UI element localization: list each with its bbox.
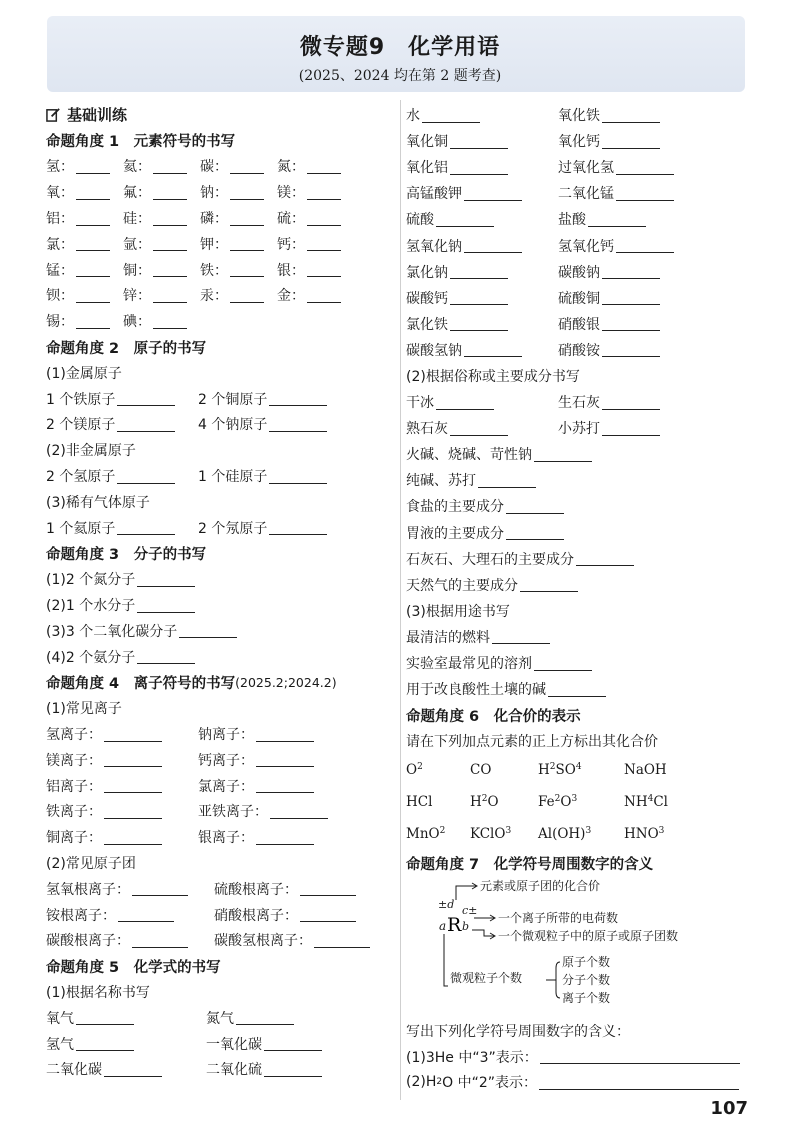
angle3-heading: 命题角度 3 分子的书写 (46, 546, 207, 563)
radical-cell: 硫酸根离子： (214, 879, 356, 899)
answer-blank[interactable] (450, 264, 508, 279)
page-title: 微专题9 化学用语 (299, 35, 501, 60)
ion-cell: 铜离子： (46, 827, 198, 847)
element-cell: 钡： (46, 285, 123, 305)
answer-blank[interactable] (307, 211, 341, 226)
element-row (46, 257, 396, 283)
answer-blank[interactable] (548, 682, 606, 697)
formula-row (406, 128, 751, 154)
valence-formula: KClO 3 (470, 826, 512, 843)
answer-blank[interactable] (450, 316, 508, 331)
angle7-prompt: 写出下列化学符号周围数字的含义： (406, 1023, 630, 1040)
ion-row (46, 747, 396, 773)
valence-formula: HNO 3 (624, 826, 665, 843)
section-label: 基础训练 (67, 106, 128, 125)
formula-cell: 氢气 (46, 1034, 206, 1054)
element-cell: 钙： (277, 234, 341, 254)
formula-row (46, 1031, 396, 1057)
formula-row (406, 259, 751, 285)
formula-cell: 氧化钙 (558, 131, 660, 151)
element-row (46, 154, 396, 180)
answer-blank[interactable] (520, 577, 578, 592)
formula-cell: 过氧化氢 (558, 157, 674, 177)
formula-row (406, 206, 751, 232)
answer-blank[interactable] (230, 236, 264, 251)
angle3-item: (1)2 个氮分子 (46, 566, 396, 592)
answer-blank[interactable] (76, 159, 110, 174)
angle5-pair-row: 熟石灰 小苏打 (406, 415, 751, 441)
answer-blank[interactable] (132, 881, 188, 896)
answer-blank[interactable] (104, 830, 162, 845)
answer-blank[interactable] (264, 1062, 322, 1077)
answer-blank[interactable] (436, 395, 494, 410)
number-meaning-diagram (436, 878, 736, 1018)
answer-blank[interactable] (104, 804, 162, 819)
valence-formula: Al(OH) 3 (538, 826, 592, 843)
page-number: 107 (710, 1098, 748, 1119)
valence-row (406, 818, 751, 850)
answer-blank[interactable] (602, 421, 660, 436)
element-cell: 磷： (200, 208, 277, 228)
formula-cell: 盐酸 (558, 209, 646, 229)
common-name-row: 胃液的主要成分 (406, 520, 751, 546)
usage-row: 实验室最常见的溶剂 (406, 650, 751, 676)
element-cell: 氮： (277, 156, 341, 176)
answer-blank[interactable] (153, 185, 187, 200)
valence-formula: CO (470, 762, 492, 779)
subscript-label: 一个微观粒子中的原子或原子团数 (498, 929, 679, 943)
answer-blank[interactable] (153, 159, 187, 174)
element-row (46, 231, 396, 257)
answer-blank[interactable] (602, 134, 660, 149)
element-cell: 锰： (46, 260, 123, 280)
ion-cell: 钠离子： (198, 724, 314, 744)
answer-blank[interactable] (264, 1036, 322, 1051)
answer-blank[interactable] (153, 262, 187, 277)
formula-cell: 硫酸 (406, 209, 558, 229)
answer-blank[interactable] (76, 1010, 134, 1025)
formula-cell: 氢氧化钙 (558, 236, 674, 256)
ion-cell: 镁离子： (46, 750, 198, 770)
answer-blank[interactable] (602, 108, 660, 123)
answer-blank[interactable] (314, 933, 370, 948)
answer-blank[interactable] (300, 881, 356, 896)
element-cell: 金： (277, 285, 341, 305)
sup-c-label: c± (462, 904, 478, 917)
section-heading (46, 102, 396, 128)
answer-blank[interactable] (576, 551, 634, 566)
radical-row (46, 928, 396, 954)
answer-blank[interactable] (269, 520, 327, 535)
answer-blank[interactable] (450, 421, 508, 436)
formula-row (406, 285, 751, 311)
common-name-row: 石灰石、大理石的主要成分 (406, 546, 751, 572)
valence-formula: H 2 SO 4 (538, 762, 582, 779)
answer-blank[interactable] (588, 212, 646, 227)
radical-cell: 铵根离子： (46, 905, 214, 925)
answer-blank[interactable] (104, 778, 162, 793)
angle2-row: 2 个镁原子 4 个钠原子 (46, 412, 396, 438)
answer-blank[interactable] (464, 238, 522, 253)
angle2-row: 2 个氢原子 1 个硅原子 (46, 463, 396, 489)
radical-cell: 硝酸根离子： (214, 905, 356, 925)
answer-blank[interactable] (464, 186, 522, 201)
element-row (46, 205, 396, 231)
answer-blank[interactable] (104, 727, 162, 742)
answer-blank[interactable] (602, 290, 660, 305)
formula-cell: 二氧化锰 (558, 183, 674, 203)
answer-blank[interactable] (76, 236, 110, 251)
answer-blank[interactable] (269, 391, 327, 406)
answer-blank[interactable] (230, 288, 264, 303)
answer-blank[interactable] (117, 469, 175, 484)
count-item: 分子个数 (562, 973, 611, 987)
usage-row: 最清洁的燃料 (406, 624, 751, 650)
angle5-group2: (2)根据俗称或主要成分书写 (406, 368, 580, 385)
count-label: 微观粒子个数 (450, 971, 523, 985)
element-cell: 铁： (200, 260, 277, 280)
angle5-group1: (1)根据名称书写 (46, 984, 150, 1001)
formula-row (406, 337, 751, 363)
formula-row (46, 1056, 396, 1082)
formula-cell: 一氧化碳 (206, 1034, 322, 1054)
valence-row (406, 786, 751, 818)
radical-cell: 碳酸根离子： (46, 930, 214, 950)
element-cell: 钾： (200, 234, 277, 254)
answer-blank[interactable] (153, 236, 187, 251)
answer-blank[interactable] (616, 160, 674, 175)
formula-row (406, 180, 751, 206)
answer-blank[interactable] (269, 469, 327, 484)
count-item: 原子个数 (562, 955, 611, 969)
angle5-pair-row: 干冰 生石灰 (406, 389, 751, 415)
angle2-group2: (2)非金属原子 (46, 443, 136, 460)
angle3-item: (2)1 个水分子 (46, 592, 396, 618)
answer-blank[interactable] (506, 525, 564, 540)
charge-label: 一个离子所带的电荷数 (498, 911, 619, 925)
angle7-questions (406, 1018, 751, 1095)
answer-blank[interactable] (534, 447, 592, 462)
angle3-item: (3)3 个二氧化碳分子 (46, 618, 396, 644)
formula-row (406, 232, 751, 258)
formula-cell: 氧气 (46, 1008, 206, 1028)
element-cell: 锌： (123, 285, 200, 305)
ion-cell: 亚铁离子： (198, 801, 328, 821)
common-name-row: 天然气的主要成分 (406, 572, 751, 598)
angle2-group1: (1)金属原子 (46, 365, 122, 382)
answer-blank[interactable] (137, 649, 195, 664)
element-cell: 银： (277, 260, 341, 280)
answer-blank[interactable] (616, 238, 674, 253)
ion-row (46, 799, 396, 825)
formula-cell: 硝酸铵 (558, 340, 660, 360)
sub-b-label: b (462, 920, 470, 933)
answer-blank[interactable] (450, 134, 508, 149)
answer-blank[interactable] (450, 290, 508, 305)
answer-blank[interactable] (118, 907, 174, 922)
formula-cell: 氧化铝 (406, 157, 558, 177)
valence-formula: Fe 2 O 3 (538, 794, 578, 811)
answer-blank[interactable] (153, 314, 187, 329)
answer-blank[interactable] (179, 623, 237, 638)
answer-blank[interactable] (478, 473, 536, 488)
angle2-row: 1 个铁原子 2 个铜原子 (46, 386, 396, 412)
angle2-group3: (3)稀有气体原子 (46, 494, 150, 511)
ion-cell: 氢离子： (46, 724, 198, 744)
angle7-heading: 命题角度 7 化学符号周围数字的含义 (406, 856, 654, 873)
element-cell: 碳： (200, 156, 277, 176)
answer-blank[interactable] (230, 185, 264, 200)
answer-blank[interactable] (534, 656, 592, 671)
formula-cell: 氧化铁 (558, 105, 660, 125)
answer-blank[interactable] (540, 1049, 740, 1064)
answer-blank[interactable] (602, 264, 660, 279)
answer-blank[interactable] (256, 727, 314, 742)
answer-blank[interactable] (76, 185, 110, 200)
answer-blank[interactable] (539, 1075, 739, 1090)
angle7-q2: (2)H 2 O 中“2”表示： (406, 1070, 751, 1096)
answer-blank[interactable] (450, 160, 508, 175)
formula-cell: 碳酸氢钠 (406, 340, 558, 360)
answer-blank[interactable] (236, 1010, 294, 1025)
answer-blank[interactable] (137, 572, 195, 587)
pre-a-label: a (439, 919, 447, 933)
element-cell: 铜： (123, 260, 200, 280)
element-cell: 硅： (123, 208, 200, 228)
angle2-heading: 命题角度 2 原子的书写 (46, 340, 207, 357)
common-name-row: 食盐的主要成分 (406, 493, 751, 519)
answer-blank[interactable] (307, 185, 341, 200)
formula-cell: 氧化铜 (406, 131, 558, 151)
ion-row (46, 773, 396, 799)
answer-blank[interactable] (256, 752, 314, 767)
answer-blank[interactable] (104, 752, 162, 767)
count-item: 离子个数 (562, 991, 611, 1005)
symbol-r: R (447, 914, 462, 936)
valence-formula: HCl (406, 794, 433, 811)
formula-cell: 二氧化硫 (206, 1059, 322, 1079)
angle5-heading: 命题角度 5 化学式的书写 (46, 959, 221, 976)
angle1-heading: 命题角度 1 元素符号的书写 (46, 134, 236, 151)
answer-blank[interactable] (506, 499, 564, 514)
angle7-q1: (1)3He 中“3”表示： (406, 1044, 751, 1070)
answer-blank[interactable] (602, 316, 660, 331)
ion-cell: 钙离子： (198, 750, 314, 770)
answer-blank[interactable] (137, 598, 195, 613)
formula-cell: 水 (406, 105, 558, 125)
angle4-group2: (2)常见原子团 (46, 856, 136, 872)
angle4-group1: (1)常见离子 (46, 701, 122, 718)
element-cell: 氩： (123, 234, 200, 254)
left-column (46, 102, 396, 1082)
answer-blank[interactable] (230, 262, 264, 277)
common-name-row: 火碱、烧碱、苛性钠 (406, 441, 751, 467)
ion-cell: 银离子： (198, 827, 314, 847)
angle5-group3: (3)根据用途书写 (406, 603, 510, 620)
answer-blank[interactable] (602, 342, 660, 357)
valence-row (406, 754, 751, 786)
element-cell: 氢： (46, 156, 123, 176)
answer-blank[interactable] (422, 108, 480, 123)
answer-blank[interactable] (256, 778, 314, 793)
element-row (46, 179, 396, 205)
formula-cell: 硫酸铜 (558, 288, 660, 308)
angle4-heading: 命题角度 4 离子符号的书写 (2025.2;2024.2) (46, 674, 337, 692)
valence-formula: O 2 (406, 762, 423, 779)
element-cell: 硫： (277, 208, 341, 228)
sup-d-label: ±d (438, 898, 455, 911)
answer-blank[interactable] (269, 417, 327, 432)
ion-row (46, 824, 396, 850)
answer-blank[interactable] (117, 391, 175, 406)
formula-cell: 氢氧化钠 (406, 236, 558, 256)
formula-row (46, 1005, 396, 1031)
formula-row (406, 154, 751, 180)
formula-cell: 高锰酸钾 (406, 183, 558, 203)
answer-blank[interactable] (256, 830, 314, 845)
answer-blank[interactable] (230, 211, 264, 226)
answer-blank[interactable] (76, 211, 110, 226)
ion-cell: 氯离子： (198, 776, 314, 796)
valence-formula: MnO 2 (406, 826, 446, 843)
element-cell: 氦： (123, 156, 200, 176)
formula-row (406, 311, 751, 337)
formula-cell: 氮气 (206, 1008, 294, 1028)
element-cell: 氟： (123, 182, 200, 202)
pencil-icon (46, 107, 61, 122)
formula-cell: 碳酸钠 (558, 262, 660, 282)
formula-row (406, 102, 751, 128)
answer-blank[interactable] (132, 933, 188, 948)
element-cell: 氧： (46, 182, 123, 202)
valence-formula: NaOH (624, 762, 667, 779)
answer-blank[interactable] (307, 288, 341, 303)
element-cell: 汞： (200, 285, 277, 305)
column-divider (400, 100, 401, 1100)
angle3-item: (4)2 个氨分子 (46, 644, 396, 670)
answer-blank[interactable] (300, 907, 356, 922)
answer-blank[interactable] (492, 629, 550, 644)
element-cell: 碘： (123, 311, 200, 331)
element-row (46, 283, 396, 309)
answer-blank[interactable] (230, 159, 264, 174)
answer-blank[interactable] (76, 314, 110, 329)
answer-blank[interactable] (602, 395, 660, 410)
answer-blank[interactable] (153, 288, 187, 303)
angle6-heading: 命题角度 6 化合价的表示 (406, 708, 581, 725)
answer-blank[interactable] (307, 159, 341, 174)
formula-cell: 二氧化碳 (46, 1059, 206, 1079)
answer-blank[interactable] (616, 186, 674, 201)
element-row (46, 308, 396, 334)
answer-blank[interactable] (76, 288, 110, 303)
answer-blank[interactable] (464, 342, 522, 357)
element-cell: 氯： (46, 234, 123, 254)
element-cell: 锡： (46, 311, 123, 331)
formula-cell: 硝酸银 (558, 314, 660, 334)
element-cell: 镁： (277, 182, 341, 202)
valence-formula: H 2 O (470, 794, 499, 811)
answer-blank[interactable] (76, 1036, 134, 1051)
radical-cell: 碳酸氢根离子： (214, 930, 370, 950)
angle6-prompt: 请在下列加点元素的正上方标出其化合价 (406, 734, 658, 751)
element-cell: 铝： (46, 208, 123, 228)
formula-cell: 碳酸钙 (406, 288, 558, 308)
page-subtitle: (2025、2024 均在第 2 题考查) (298, 68, 502, 84)
answer-blank[interactable] (307, 236, 341, 251)
valence-label: 元素或原子团的化合价 (480, 879, 601, 893)
valence-formula: NH 4 Cl (624, 794, 668, 811)
ion-row (46, 721, 396, 747)
ion-cell: 铝离子： (46, 776, 198, 796)
radical-row (46, 876, 396, 902)
answer-blank[interactable] (117, 520, 175, 535)
radical-cell: 氢氧根离子： (46, 879, 214, 899)
answer-blank[interactable] (153, 211, 187, 226)
common-name-row: 纯碱、苏打 (406, 467, 751, 493)
ion-cell: 铁离子： (46, 801, 198, 821)
angle2-row: 1 个氦原子 2 个氖原子 (46, 515, 396, 541)
answer-blank[interactable] (76, 262, 110, 277)
usage-row: 用于改良酸性土壤的碱 (406, 676, 751, 702)
answer-blank[interactable] (104, 1062, 162, 1077)
formula-cell: 氯化铁 (406, 314, 558, 334)
answer-blank[interactable] (117, 417, 175, 432)
radical-row (46, 902, 396, 928)
element-cell: 钠： (200, 182, 277, 202)
formula-cell: 氯化钠 (406, 262, 558, 282)
answer-blank[interactable] (307, 262, 341, 277)
answer-blank[interactable] (270, 804, 328, 819)
answer-blank[interactable] (436, 212, 494, 227)
right-column (406, 102, 751, 876)
